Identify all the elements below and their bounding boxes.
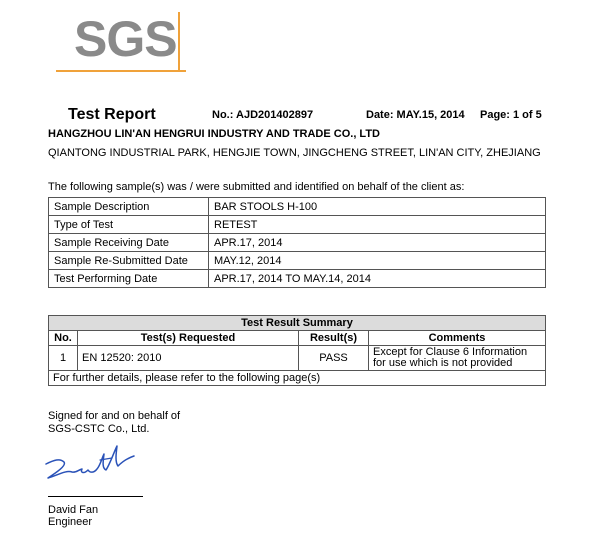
sample-value: BAR STOOLS H-100 (209, 198, 546, 216)
page-indicator: Page: 1 of 5 (480, 109, 542, 121)
logo-text: SGS (74, 11, 177, 67)
row-test: EN 12520: 2010 (78, 346, 299, 371)
table-row (49, 216, 546, 234)
signature-line (48, 496, 143, 497)
sample-label: Sample Description (49, 198, 209, 216)
summary-note-row (49, 371, 546, 386)
table-row (49, 234, 546, 252)
row-result: PASS (299, 346, 369, 371)
signer-title: Engineer (48, 516, 93, 528)
signer-name: David Fan (48, 504, 99, 516)
sample-label: Sample Receiving Date (49, 234, 209, 252)
row-comments: Except for Clause 6 Information for use which is not provided (369, 346, 546, 371)
summary-caption-row (49, 316, 546, 331)
sample-value: RETEST (209, 216, 546, 234)
report-header (0, 106, 594, 128)
column-header-comments: Comments (369, 331, 546, 346)
row-no: 1 (49, 346, 78, 371)
handwritten-signature (40, 440, 140, 488)
intro-text: The following sample(s) was / were submitted and identified on behalf of the client as: (48, 181, 465, 193)
sample-info-table (48, 197, 546, 288)
table-row (49, 346, 546, 371)
summary-note: For further details, please refer to the following page(s) (49, 371, 546, 386)
sample-label: Sample Re-Submitted Date (49, 252, 209, 270)
summary-header-row (49, 331, 546, 346)
sgs-logo (56, 10, 186, 68)
table-row (49, 270, 546, 288)
logo-accent-vertical (178, 12, 180, 70)
table-row (49, 252, 546, 270)
logo-accent-horizontal (56, 70, 186, 72)
table-row (49, 198, 546, 216)
column-header-no: No. (49, 331, 78, 346)
sample-label: Test Performing Date (49, 270, 209, 288)
column-header-result: Result(s) (299, 331, 369, 346)
summary-caption: Test Result Summary (49, 316, 546, 331)
column-header-test: Test(s) Requested (78, 331, 299, 346)
sample-value: APR.17, 2014 (209, 234, 546, 252)
client-address: QIANTONG INDUSTRIAL PARK, HENGJIE TOWN, JINGCHENG STREET, LIN'AN CITY, ZHEJIANG (48, 147, 541, 159)
signoff-line-2: SGS-CSTC Co., Ltd. (48, 423, 150, 435)
sample-value: MAY.12, 2014 (209, 252, 546, 270)
test-result-summary-table (48, 315, 546, 386)
report-date: Date: MAY.15, 2014 (366, 109, 465, 121)
sample-label: Type of Test (49, 216, 209, 234)
report-title: Test Report (68, 106, 156, 123)
report-number: No.: AJD201402897 (212, 109, 314, 121)
sample-value: APR.17, 2014 TO MAY.14, 2014 (209, 270, 546, 288)
client-company: HANGZHOU LIN'AN HENGRUI INDUSTRY AND TRADE CO., LTD (48, 128, 380, 140)
signoff-line-1: Signed for and on behalf of (48, 410, 181, 422)
